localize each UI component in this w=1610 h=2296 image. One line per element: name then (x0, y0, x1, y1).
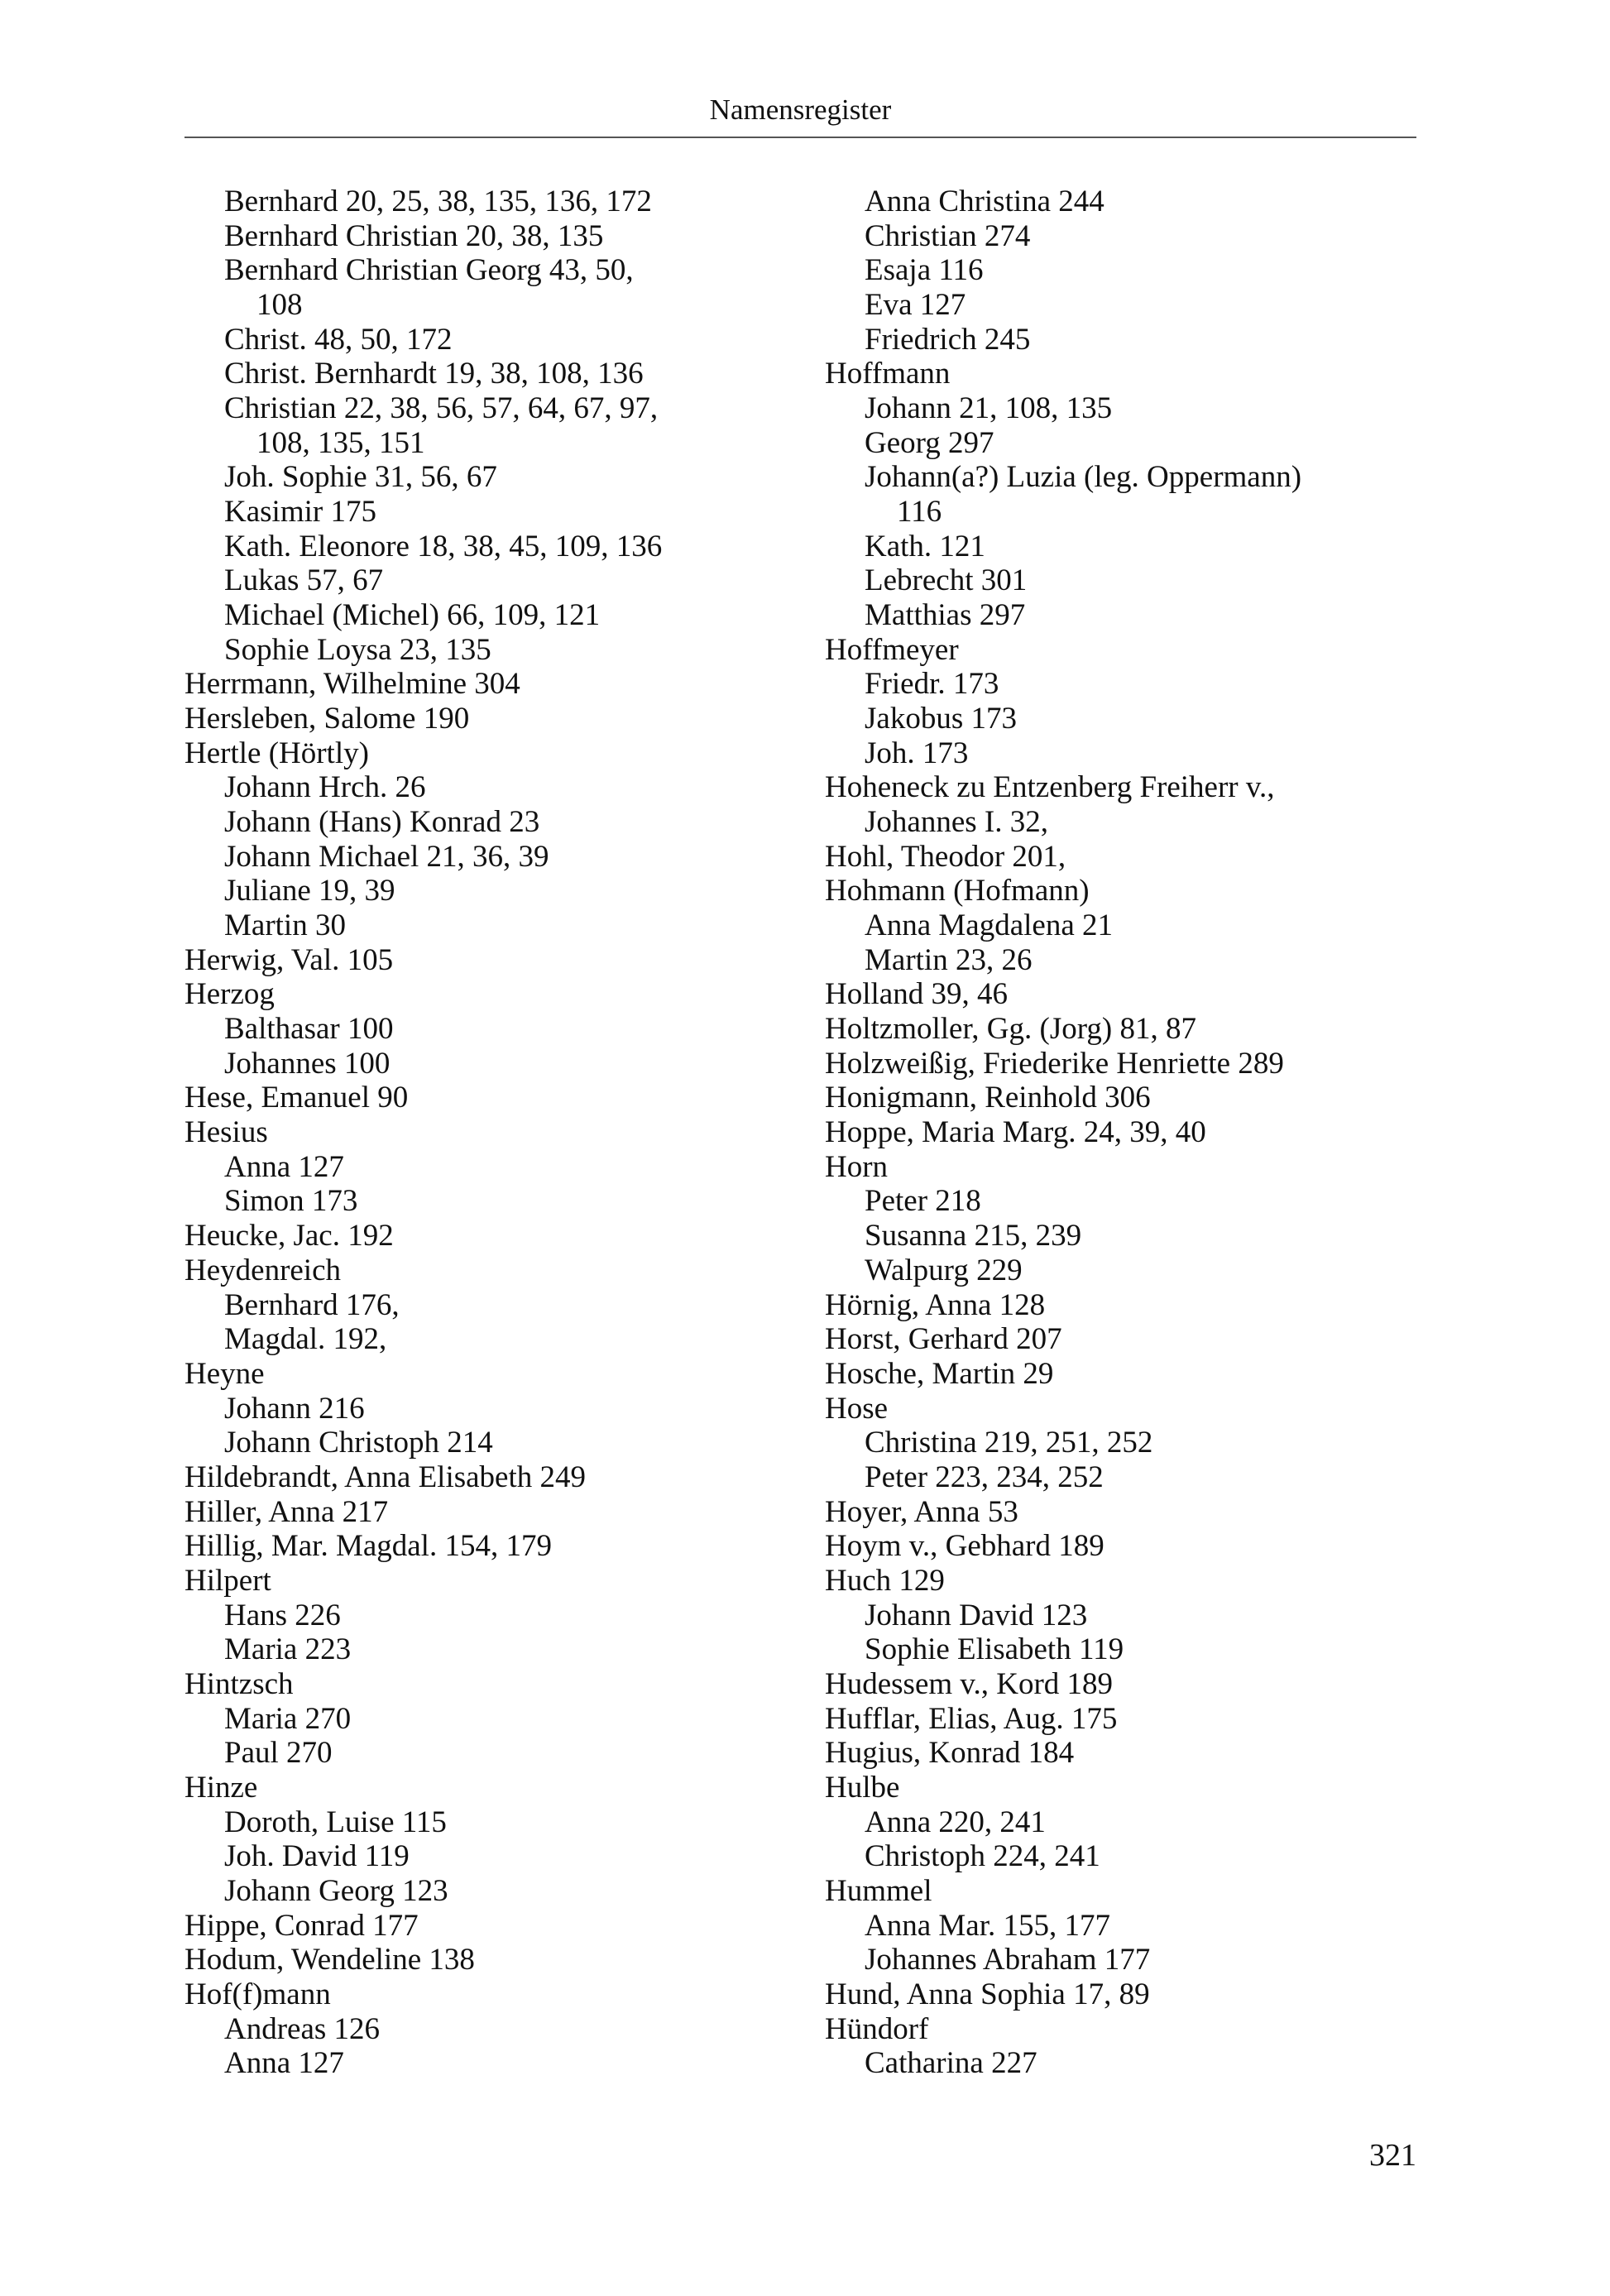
index-entry: Hoppe, Maria Marg. 24, 39, 40 (825, 1115, 1206, 1150)
index-subentry: Esaja 116 (865, 253, 984, 288)
index-subentry: Johann David 123 (865, 1598, 1088, 1632)
index-entry: Hersleben, Salome 190 (184, 702, 470, 736)
index-entry: Hufflar, Elias, Aug. 175 (825, 1701, 1118, 1736)
index-subentry: Christoph 224, 241 (865, 1839, 1100, 1874)
index-entry: Horst, Gerhard 207 (825, 1322, 1062, 1357)
index-column-left (184, 185, 662, 2081)
index-entry: Heyne (184, 1356, 265, 1391)
index-subentry: Kasimir 175 (224, 495, 376, 530)
index-subentry: Johann Michael 21, 36, 39 (224, 839, 549, 874)
index-entry: Hildebrandt, Anna Elisabeth 249 (184, 1460, 587, 1494)
index-entry: Hosche, Martin 29 (825, 1356, 1054, 1391)
index-subentry: Johannes I. 32, (865, 805, 1048, 840)
index-entry-continuation: 116 (897, 495, 942, 530)
index-entry: Heucke, Jac. 192 (184, 1219, 394, 1253)
index-subentry: Christian 274 (865, 218, 1031, 253)
index-subentry: Johann (Hans) Konrad 23 (224, 805, 540, 840)
index-subentry: Christ. Bernhardt 19, 38, 108, 136 (224, 357, 644, 391)
index-entry: Hose (825, 1391, 889, 1426)
index-subentry: Bernhard Christian Georg 43, 50, (224, 253, 634, 288)
index-subentry: Juliane 19, 39 (224, 874, 395, 908)
index-entry: Hudessem v., Kord 189 (825, 1666, 1114, 1701)
index-entry: Hippe, Conrad 177 (184, 1908, 419, 1943)
index-entry: Hodum, Wendeline 138 (184, 1943, 475, 1977)
index-subentry: Paul 270 (224, 1736, 333, 1771)
index-entry: Holzweißig, Friederike Henriette 289 (825, 1046, 1284, 1081)
index-subentry: Kath. 121 (865, 529, 985, 563)
index-subentry: Friedr. 173 (865, 667, 999, 702)
index-subentry: Peter 223, 234, 252 (865, 1460, 1104, 1494)
index-entry: Hese, Emanuel 90 (184, 1081, 409, 1115)
index-subentry: Johann 21, 108, 135 (865, 391, 1113, 426)
index-entry: Hoyer, Anna 53 (825, 1494, 1018, 1529)
index-subentry: Simon 173 (224, 1184, 358, 1219)
index-subentry: Lukas 57, 67 (224, 563, 384, 598)
index-subentry: Christina 219, 251, 252 (865, 1426, 1153, 1460)
index-subentry: Johann(a?) Luzia (leg. Oppermann) (865, 460, 1302, 495)
index-subentry: Maria 223 (224, 1632, 352, 1667)
index-subentry: Joh. 173 (865, 736, 969, 770)
index-entry: Hündorf (825, 2011, 929, 2046)
index-subentry: Hans 226 (224, 1598, 341, 1632)
index-subentry: Martin 30 (224, 908, 346, 943)
index-entry: Hund, Anna Sophia 17, 89 (825, 1977, 1150, 2011)
index-subentry: Johannes 100 (224, 1046, 391, 1081)
index-subentry: Johann Christoph 214 (224, 1426, 493, 1460)
index-entry: Herzog (184, 977, 275, 1012)
index-entry: Hohl, Theodor 201, (825, 839, 1066, 874)
index-entry: Hohmann (Hofmann) (825, 874, 1090, 908)
index-entry: Hiller, Anna 217 (184, 1494, 389, 1529)
index-entry: Hugius, Konrad 184 (825, 1736, 1075, 1771)
index-subentry: Martin 23, 26 (865, 942, 1033, 977)
index-entry: Holtzmoller, Gg. (Jorg) 81, 87 (825, 1012, 1196, 1047)
index-subentry: Anna Christina 244 (865, 185, 1104, 218)
index-subentry: Christ. 48, 50, 172 (224, 322, 453, 357)
index-subentry: Peter 218 (865, 1184, 981, 1219)
index-entry: Hillig, Mar. Magdal. 154, 179 (184, 1529, 552, 1564)
index-entry: Herwig, Val. 105 (184, 942, 394, 977)
index-subentry: Bernhard 20, 25, 38, 135, 136, 172 (224, 185, 652, 218)
index-subentry: Susanna 215, 239 (865, 1219, 1082, 1253)
index-entry: Hof(f)mann (184, 1977, 331, 2011)
index-subentry: Anna Mar. 155, 177 (865, 1908, 1110, 1943)
index-entry: Hinze (184, 1770, 258, 1805)
index-subentry: Christian 22, 38, 56, 57, 64, 67, 97, (224, 391, 659, 426)
running-head-title: Namensregister (709, 93, 892, 126)
index-entry: Holland 39, 46 (825, 977, 1008, 1012)
index-subentry: Johannes Abraham 177 (865, 1943, 1151, 1977)
index-subentry: Sophie Loysa 23, 135 (224, 632, 491, 667)
index-subentry: Bernhard Christian 20, 38, 135 (224, 218, 604, 253)
index-entry: Heydenreich (184, 1253, 342, 1287)
index-subentry: Johann Hrch. 26 (224, 770, 426, 805)
index-subentry: Joh. David 119 (224, 1839, 410, 1874)
index-subentry: Maria 270 (224, 1701, 352, 1736)
index-subentry: Kath. Eleonore 18, 38, 45, 109, 136 (224, 529, 663, 563)
index-column-right (825, 185, 1301, 2081)
index-entry: Hertle (Hörtly) (184, 736, 369, 770)
index-subentry: Anna 220, 241 (865, 1805, 1046, 1839)
index-subentry: Balthasar 100 (224, 1012, 394, 1047)
index-subentry: Anna Magdalena 21 (865, 908, 1114, 943)
header-rule (184, 137, 1416, 138)
index-subentry: Georg 297 (865, 425, 994, 460)
page-number: 321 (1369, 2138, 1416, 2173)
index-entry: Horn (825, 1149, 889, 1184)
index-subentry: Catharina 227 (865, 2046, 1037, 2081)
index-entry: Hummel (825, 1873, 932, 1908)
index-subentry: Michael (Michel) 66, 109, 121 (224, 598, 601, 633)
index-subentry: Johann 216 (224, 1391, 365, 1426)
index-subentry: Magdal. 192, (224, 1322, 387, 1357)
index-entry-continuation: 108 (256, 288, 303, 323)
index-subentry: Johann Georg 123 (224, 1873, 448, 1908)
index-subentry: Eva 127 (865, 288, 966, 323)
index-entry: Hesius (184, 1115, 268, 1150)
index-entry: Hörnig, Anna 128 (825, 1287, 1046, 1322)
index-entry: Hoffmann (825, 357, 951, 391)
index-subentry: Friedrich 245 (865, 322, 1031, 357)
index-subentry: Matthias 297 (865, 598, 1026, 633)
index-entry-continuation: 108, 135, 151 (256, 425, 425, 460)
index-subentry: Joh. Sophie 31, 56, 67 (224, 460, 497, 495)
index-entry: Hoheneck zu Entzenberg Freiherr v., (825, 770, 1275, 805)
index-subentry: Anna 127 (224, 2046, 344, 2081)
index-subentry: Walpurg 229 (865, 1253, 1023, 1287)
index-subentry: Sophie Elisabeth 119 (865, 1632, 1124, 1667)
index-subentry: Anna 127 (224, 1149, 344, 1184)
index-subentry: Doroth, Luise 115 (224, 1805, 447, 1839)
index-subentry: Jakobus 173 (865, 702, 1017, 736)
index-entry: Hulbe (825, 1770, 900, 1805)
index-subentry: Bernhard 176, (224, 1287, 400, 1322)
index-subentry: Lebrecht 301 (865, 563, 1028, 598)
index-entry: Hilpert (184, 1563, 271, 1598)
index-entry: Hintzsch (184, 1666, 294, 1701)
index-entry: Hoym v., Gebhard 189 (825, 1529, 1104, 1564)
index-entry: Huch 129 (825, 1563, 945, 1598)
index-entry: Honigmann, Reinhold 306 (825, 1081, 1151, 1115)
index-entry: Herrmann, Wilhelmine 304 (184, 667, 520, 702)
index-entry: Hoffmeyer (825, 632, 959, 667)
index-subentry: Andreas 126 (224, 2011, 381, 2046)
